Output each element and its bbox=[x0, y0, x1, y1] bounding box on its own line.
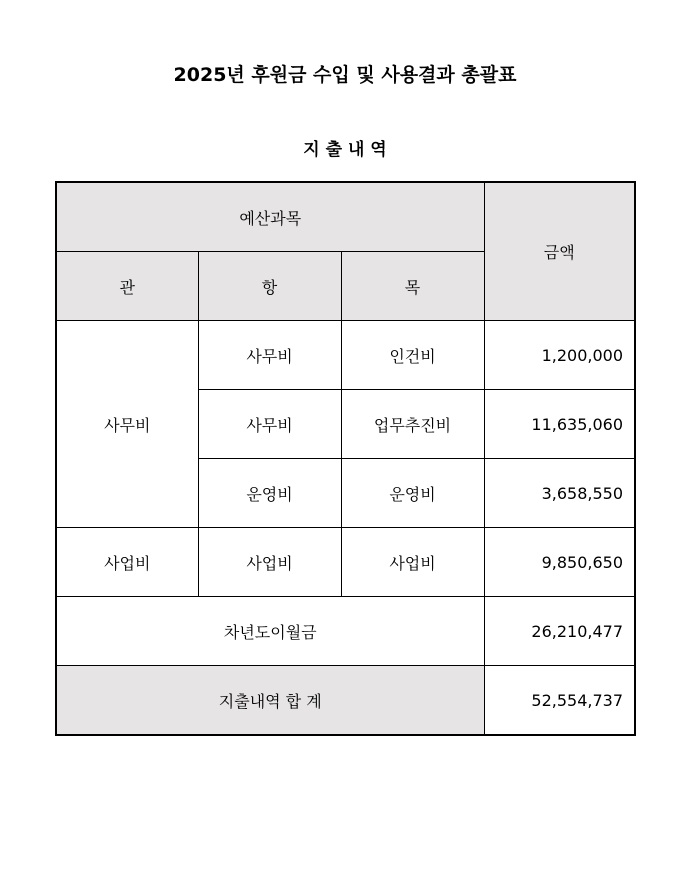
hang-cell: 운영비 bbox=[198, 459, 341, 528]
total-amount: 52,554,737 bbox=[484, 666, 635, 736]
hang-cell: 사업비 bbox=[198, 528, 341, 597]
header-budget-category: 예산과목 bbox=[56, 182, 484, 252]
header-hang: 항 bbox=[198, 252, 341, 321]
hang-cell: 사무비 bbox=[198, 390, 341, 459]
mok-cell: 업무추진비 bbox=[341, 390, 484, 459]
mok-cell: 사업비 bbox=[341, 528, 484, 597]
carryover-row bbox=[56, 597, 635, 666]
carryover-label: 차년도이월금 bbox=[56, 597, 484, 666]
header-mok: 목 bbox=[341, 252, 484, 321]
table-row bbox=[56, 321, 635, 390]
expense-table bbox=[55, 181, 636, 736]
table-row bbox=[56, 528, 635, 597]
total-label: 지출내역 합 계 bbox=[56, 666, 484, 736]
amount-cell: 1,200,000 bbox=[484, 321, 635, 390]
header-row-1 bbox=[56, 182, 635, 252]
carryover-amount: 26,210,477 bbox=[484, 597, 635, 666]
total-row bbox=[56, 666, 635, 736]
document-title: 2025년 후원금 수입 및 사용결과 총괄표 bbox=[173, 64, 517, 86]
amount-cell: 9,850,650 bbox=[484, 528, 635, 597]
gwan-cell: 사무비 bbox=[56, 321, 198, 528]
mok-cell: 인건비 bbox=[341, 321, 484, 390]
header-amount: 금액 bbox=[484, 182, 635, 321]
hang-cell: 사무비 bbox=[198, 321, 341, 390]
mok-cell: 운영비 bbox=[341, 459, 484, 528]
amount-cell: 3,658,550 bbox=[484, 459, 635, 528]
section-title: 지 출 내 역 bbox=[303, 140, 387, 160]
gwan-cell: 사업비 bbox=[56, 528, 198, 597]
amount-cell: 11,635,060 bbox=[484, 390, 635, 459]
header-gwan: 관 bbox=[56, 252, 198, 321]
